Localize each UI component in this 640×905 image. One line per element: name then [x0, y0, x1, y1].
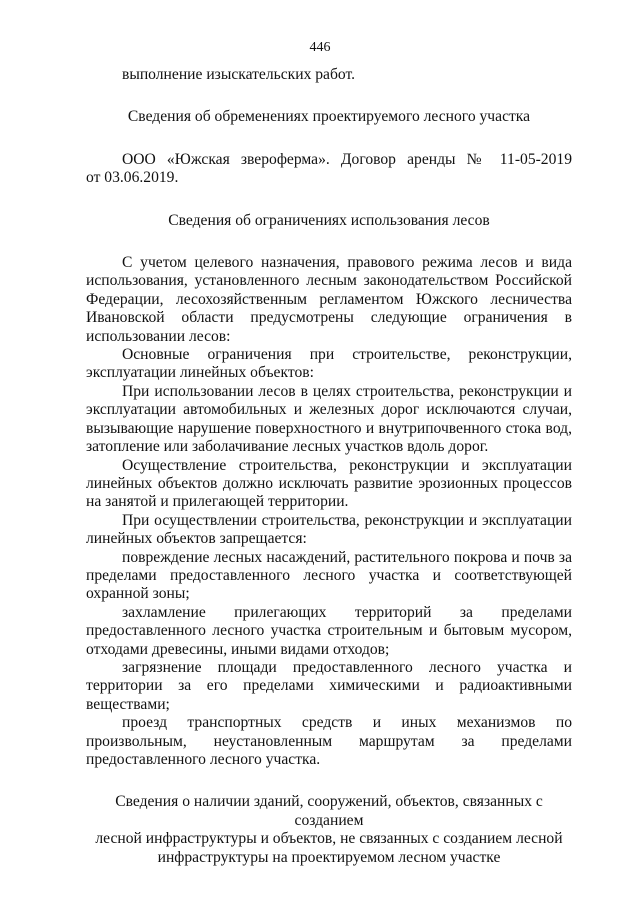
- document-body: [86, 66, 572, 867]
- infrastructure-heading-line2: лесной инфраструктуры и объектов, не связанных с созданием лесной: [95, 830, 563, 848]
- encumbrance-text-line2: от 03.06.2019.: [86, 169, 179, 187]
- restrictions-paragraph-4: Осуществление строительства, реконструкции и эксплуатации линейных объектов должно исключать развитие эрозионных процессов на занятой и прилегающей территории.: [86, 456, 572, 511]
- restrictions-paragraph-6: повреждение лесных насаждений, растительного покрова и почв за пределами предоставленного лесного участка и соответствующей охранной зоны;: [86, 548, 572, 603]
- restrictions-paragraph-1: С учетом целевого назначения, правового режима лесов и вида использования, установленного лесным законодательством Российской Федерации, лесохозяйственным регламентом Южского лесничества Ивановской области предусмотрены следующие ограничения в использовании лесов:: [86, 254, 572, 345]
- restrictions-paragraph-2: Основные ограничения при строительстве, реконструкции, эксплуатации линейных объектов:: [86, 346, 572, 382]
- infrastructure-heading-line1: Сведения о наличии зданий, сооружений, объектов, связанных с созданием: [115, 793, 543, 829]
- restrictions-paragraph-3: При использовании лесов в целях строительства, реконструкции и эксплуатации автомобильных и железных дорог исключаются случаи, вызывающие нарушение поверхностного и внутрипочвенного стока вод, затопление или заболачивание лесных участков вдоль дорог.: [86, 382, 572, 456]
- intro-line: выполнение изыскательских работ.: [122, 66, 356, 83]
- restrictions-paragraph-7: захламление прилегающих территорий за пределами предоставленного лесного участка строительным и бытовым мусором, отходами древесины, иными видами отходов;: [86, 603, 572, 658]
- restrictions-paragraph-9: проезд транспортных средств и иных механизмов по произвольным, неустановленным маршрутам за пределами предоставленного лесного участка.: [86, 714, 572, 768]
- encumbrance-text-line1: ООО «Южская звероферма». Договор аренды № 11-05-2019: [122, 150, 572, 168]
- encumbrance-heading: Сведения об обременениях проектируемого лесного участка: [127, 108, 531, 126]
- restrictions-paragraph-5: При осуществлении строительства, реконструкции и эксплуатации линейных объектов запрещается:: [86, 511, 572, 548]
- page-number: 446: [309, 40, 331, 55]
- infrastructure-heading-line3: инфраструктуры на проектируемом лесном участке: [157, 848, 501, 866]
- restrictions-heading: Сведения об ограничениях использования лесов: [168, 211, 490, 229]
- restrictions-paragraph-8: загрязнение площади предоставленного лесного участка и территории за его пределами химическими и радиоактивными веществами;: [86, 658, 572, 713]
